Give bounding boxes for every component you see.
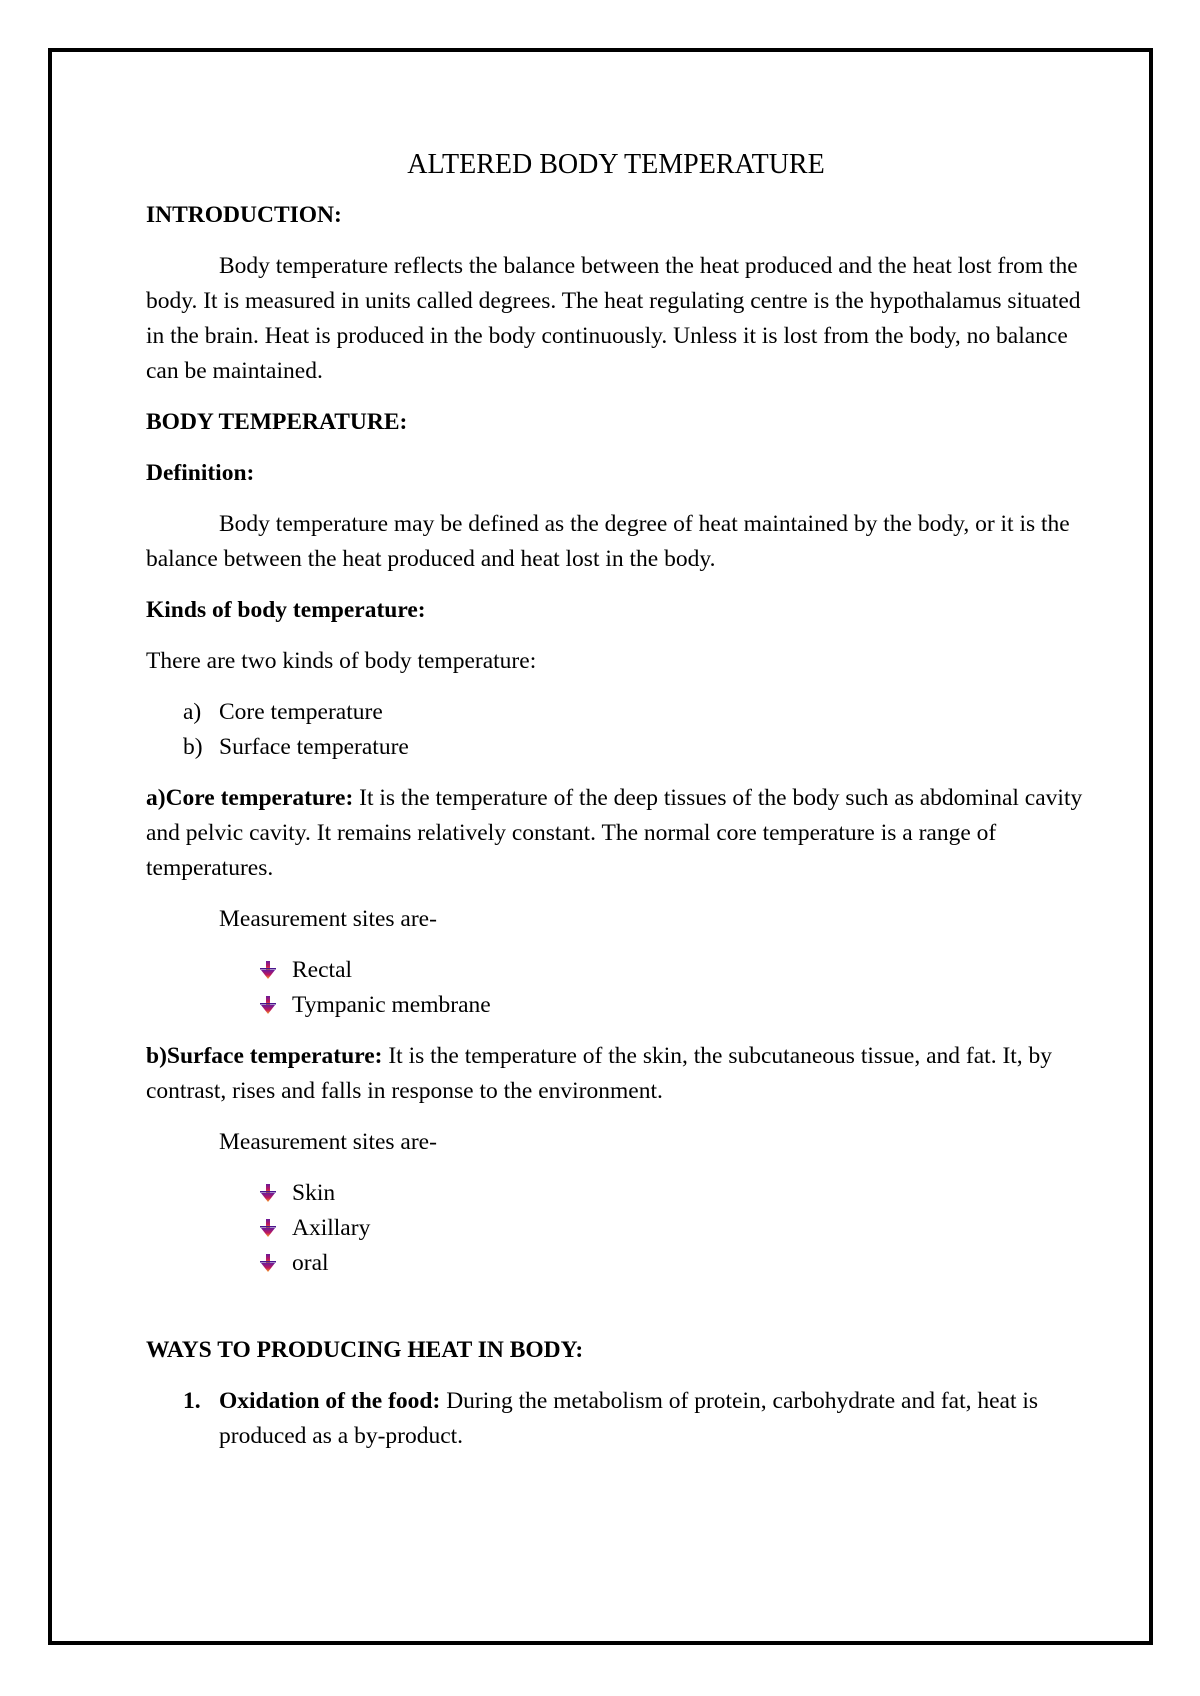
- list-item: [146, 1176, 1086, 1211]
- site-label: oral: [292, 1250, 329, 1276]
- heat-production-heading: WAYS TO PRODUCING HEAT IN BODY:: [146, 1337, 584, 1363]
- spacer: [146, 1297, 1086, 1333]
- list-item: [146, 730, 1086, 765]
- list-item: [146, 1384, 1086, 1454]
- down-arrow-icon: [258, 1218, 278, 1238]
- down-arrow-icon: [258, 960, 278, 980]
- list-item: [146, 953, 1086, 988]
- surface-term: Surface temperature:: [166, 1043, 383, 1069]
- list-item: [146, 1246, 1086, 1281]
- site-label: Rectal: [292, 957, 353, 983]
- kinds-list: [146, 695, 1086, 765]
- list-item-label: Core temperature: [219, 699, 383, 725]
- core-sites-intro: Measurement sites are-: [219, 906, 437, 932]
- surface-temperature-paragraph: [146, 1039, 1086, 1109]
- definition-paragraph: Body temperature may be defined as the degree of heat maintained by the body, or it is the balance between the heat produced and heat lost in the body.: [146, 511, 1070, 572]
- definition-heading: Definition:: [146, 460, 255, 486]
- down-arrow-icon: [258, 995, 278, 1015]
- site-label: Tympanic membrane: [292, 992, 491, 1018]
- surface-sites-intro: Measurement sites are-: [219, 1129, 437, 1155]
- list-marker: a): [183, 699, 202, 725]
- surface-sites-list: [146, 1176, 1086, 1281]
- core-prefix: a): [146, 785, 166, 811]
- site-label: Skin: [292, 1180, 336, 1206]
- kinds-heading: Kinds of body temperature:: [146, 597, 426, 623]
- down-arrow-icon: [258, 1183, 278, 1203]
- item-text: During the metabolism of protein, carbohydrate and fat, heat is produced as a by-product.: [219, 1388, 1039, 1449]
- item-term: Oxidation of the food:: [219, 1388, 441, 1414]
- document-title: ALTERED BODY TEMPERATURE: [407, 149, 825, 180]
- introduction-heading: INTRODUCTION:: [146, 202, 342, 228]
- surface-prefix: b): [146, 1043, 167, 1069]
- core-text: It is the temperature of the deep tissues of the body such as abdominal cavity and pelvic cavity. It remains relatively constant. The normal core temperature is a range of temperatures.: [146, 785, 1083, 881]
- body-temperature-heading: BODY TEMPERATURE:: [146, 409, 408, 435]
- core-temperature-paragraph: [146, 781, 1086, 886]
- core-term: Core temperature:: [165, 785, 354, 811]
- surface-text: It is the temperature of the skin, the subcutaneous tissue, and fat. It, by contrast, rises and falls in response to the environment.: [146, 1043, 1053, 1104]
- core-sites-list: [146, 953, 1086, 1023]
- site-label: Axillary: [292, 1215, 371, 1241]
- list-item: [146, 695, 1086, 730]
- list-item-label: Surface temperature: [219, 734, 409, 760]
- list-item: [146, 988, 1086, 1023]
- heat-production-list: [146, 1384, 1086, 1454]
- list-marker: b): [183, 734, 203, 760]
- kinds-intro: There are two kinds of body temperature:: [146, 648, 537, 674]
- introduction-paragraph: Body temperature reflects the balance between the heat produced and the heat lost from the body. It is measured in units called degrees. The heat regulating centre is the hypothalamus situated in the brain. Heat is produced in the body continuously. Unless it is lost from the body, no balance can be maintained.: [146, 253, 1081, 384]
- list-item: [146, 1211, 1086, 1246]
- down-arrow-icon: [258, 1253, 278, 1273]
- document-content: [146, 145, 1086, 1454]
- list-number: 1.: [183, 1388, 201, 1414]
